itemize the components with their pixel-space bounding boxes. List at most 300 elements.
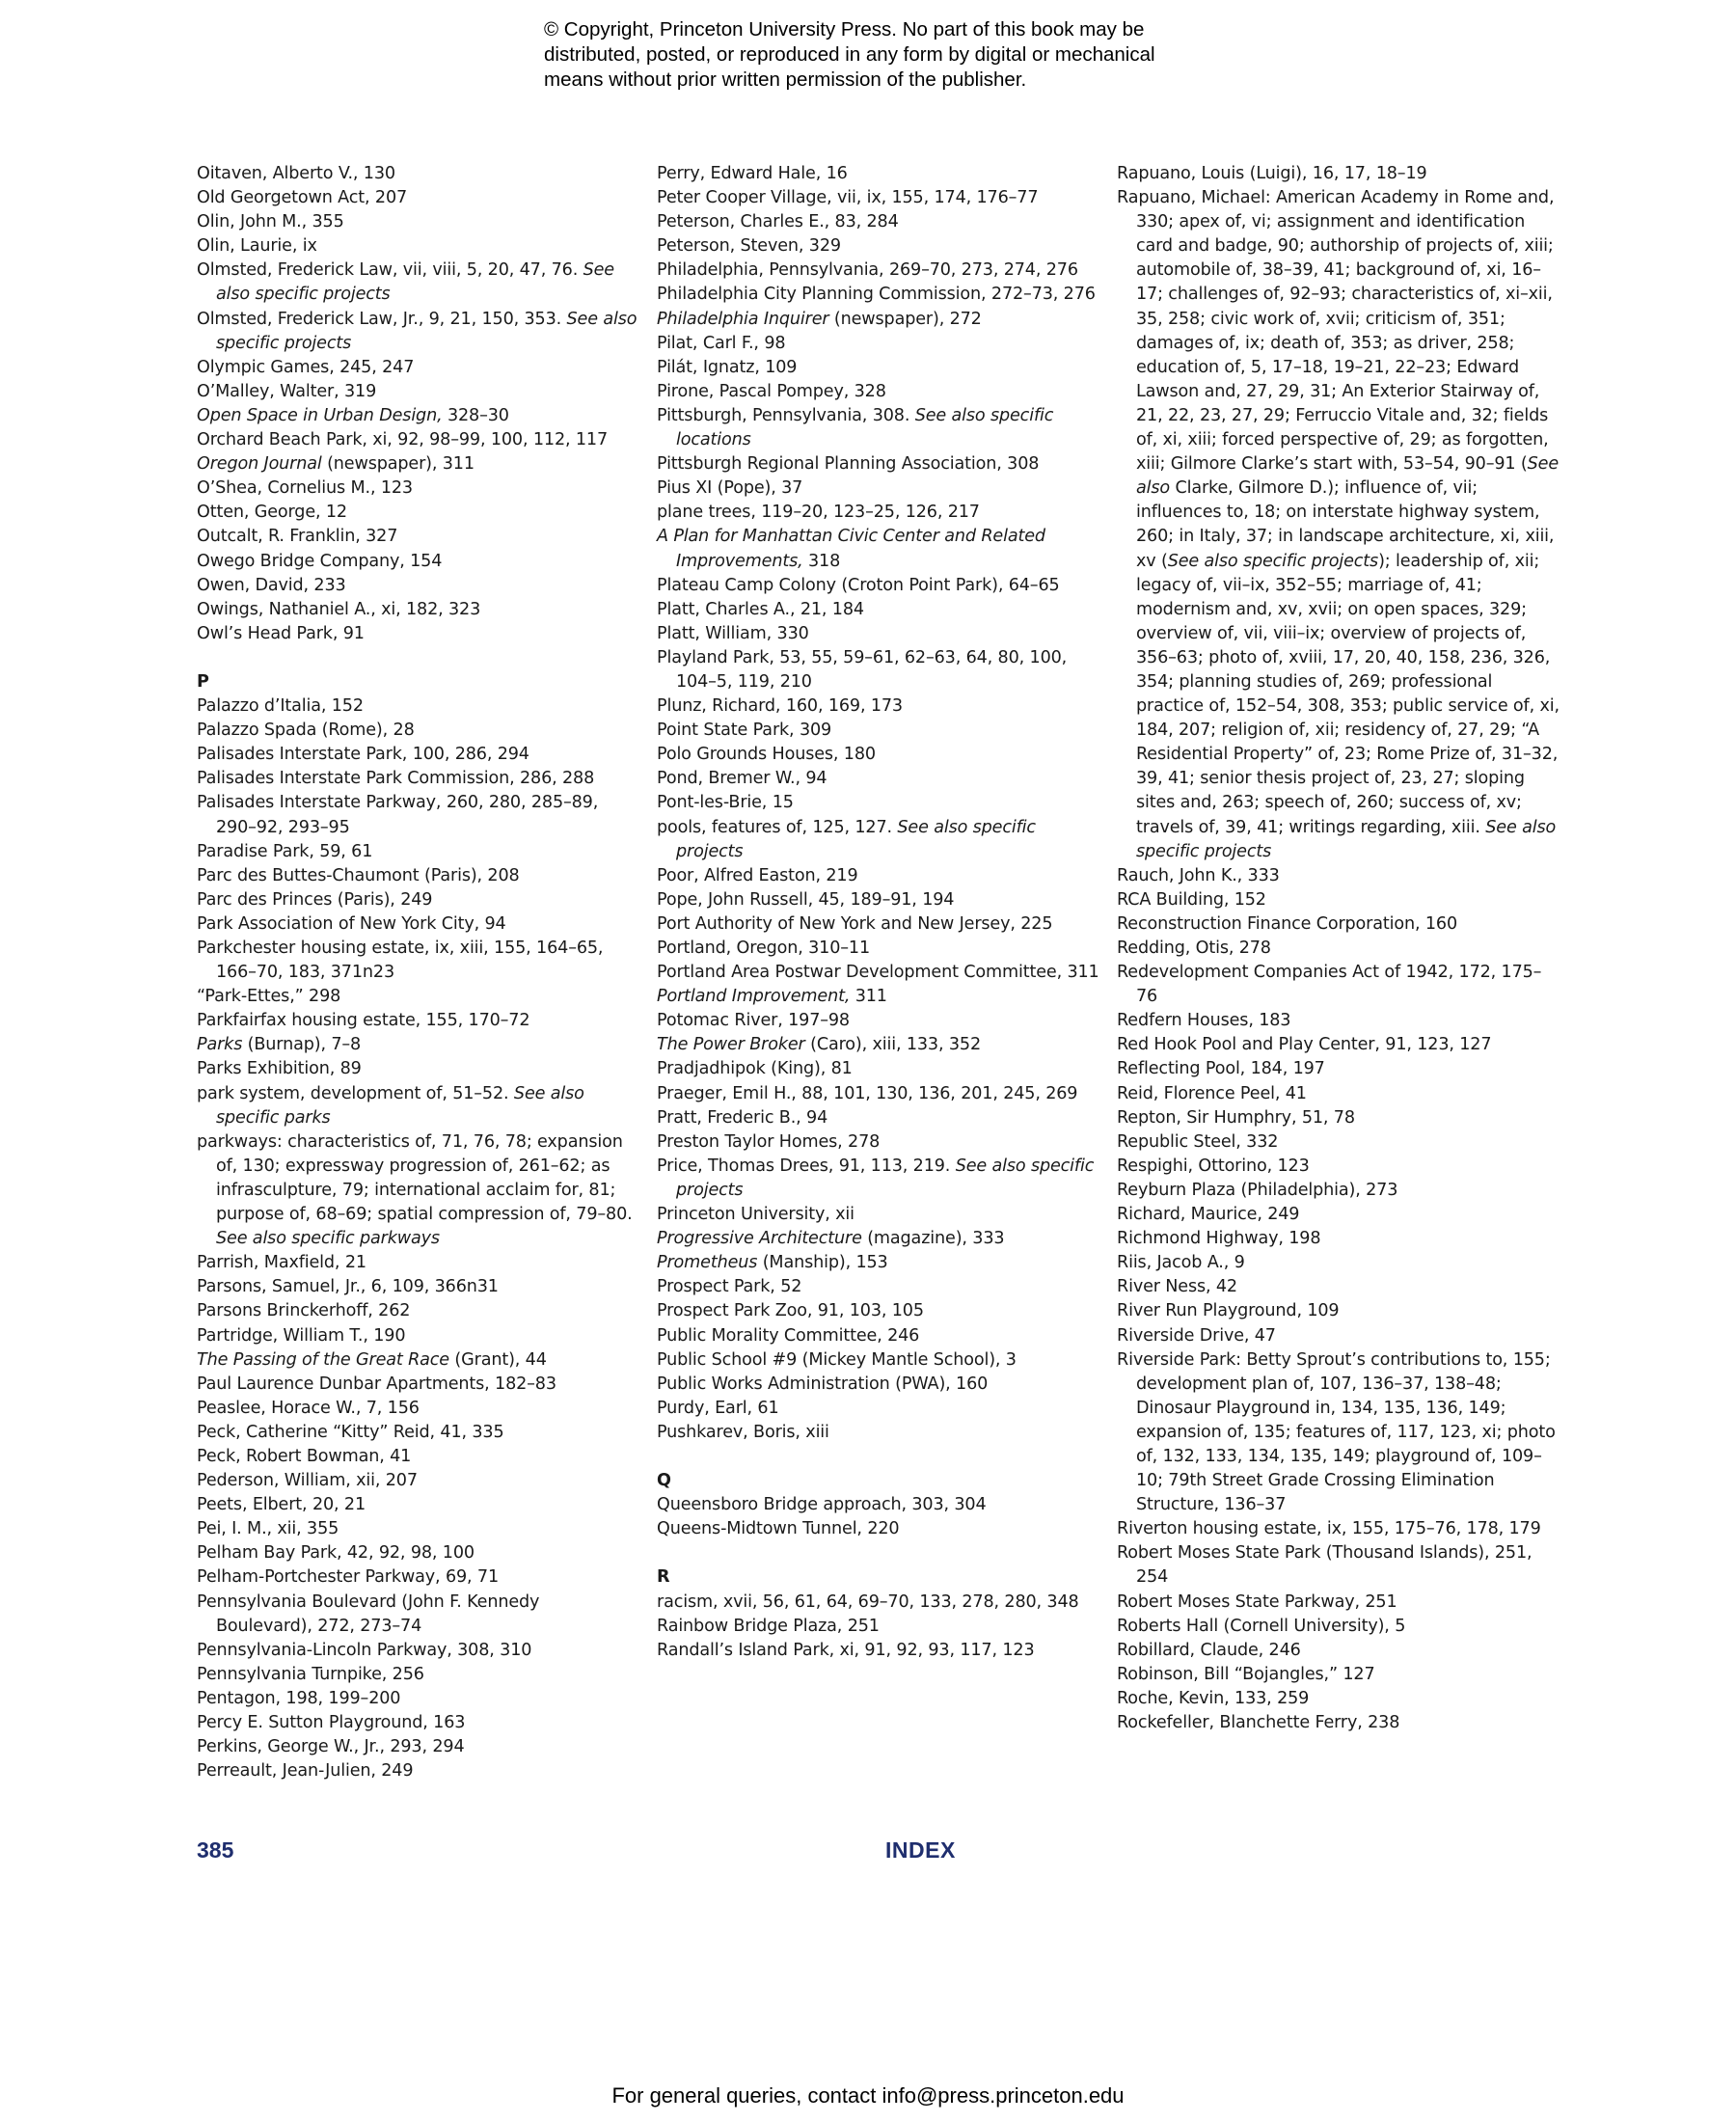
index-entry-text: Peets, Elbert, 20, 21	[197, 1495, 366, 1515]
index-entry-text: O’Malley, Walter, 319	[197, 381, 377, 401]
index-entry	[197, 1033, 640, 1057]
index-entry	[197, 767, 640, 791]
index-entry	[657, 210, 1100, 234]
index-entry-text: Park Association of New York City, 94	[197, 913, 506, 934]
index-entry	[657, 1591, 1100, 1615]
index-entry-text: Robillard, Claude, 246	[1117, 1640, 1301, 1660]
page-number: 385	[197, 1837, 234, 1863]
index-entry-text: Philadelphia Inquirer	[657, 309, 829, 329]
index-entry	[197, 912, 640, 937]
index-entry-text: Pennsylvania-Lincoln Parkway, 308, 310	[197, 1640, 532, 1660]
index-entry	[197, 1057, 640, 1081]
index-entry-text: Prometheus	[657, 1253, 758, 1273]
index-entry-text: 311	[850, 987, 887, 1007]
index-entry	[657, 404, 1100, 452]
index-entry	[197, 452, 640, 476]
index-entry-text: Rockefeller, Blanchette Ferry, 238	[1117, 1713, 1400, 1732]
index-entry	[1117, 1348, 1560, 1518]
index-entry	[197, 308, 640, 356]
index-entry	[1117, 1663, 1560, 1687]
index-entry-text: Pont-les-Brie, 15	[657, 793, 794, 813]
index-entry	[1117, 186, 1560, 864]
index-entry-text: Republic Steel, 332	[1117, 1131, 1279, 1152]
index-entry-text: See also specific parks	[216, 1083, 584, 1128]
index-entry-text: Perreault, Jean-Julien, 249	[197, 1761, 414, 1782]
index-entry	[657, 476, 1100, 501]
index-entry	[657, 1155, 1100, 1203]
index-entry	[197, 501, 640, 525]
index-entry	[197, 162, 640, 186]
index-entry-text: parkways: characteristics of, 71, 76, 78; expansion of, 130; expressway progression of, 261–62; as infrasculpture, 79; international acclaim for, 81; purpose of, 68–69; spatial compression of, 79–80.	[197, 1131, 633, 1225]
index-entry-text: Robert Moses State Parkway, 251	[1117, 1592, 1397, 1612]
index-entry	[197, 743, 640, 767]
index-entry-text: See also specific projects	[676, 1156, 1095, 1200]
index-entry	[657, 694, 1100, 719]
index-entry-text: River Run Playground, 109	[1117, 1301, 1340, 1321]
index-entry	[657, 1082, 1100, 1106]
copyright-line: means without prior written permission of the publisher.	[544, 68, 1027, 91]
index-entry-text: Olin, Laurie, ix	[197, 236, 317, 257]
index-entry-text: See also specific parkways	[216, 1229, 440, 1249]
index-entry	[657, 1275, 1100, 1299]
index-entry-text: Peterson, Steven, 329	[657, 236, 841, 257]
index-entry-text: Riverside Drive, 47	[1117, 1325, 1276, 1346]
index-entry	[197, 1009, 640, 1033]
index-entry	[1117, 1179, 1560, 1203]
index-entry	[1117, 1106, 1560, 1130]
index-entry-text: (Caro), xiii, 133, 352	[804, 1035, 981, 1055]
index-entry	[1117, 1711, 1560, 1735]
index-entry-text: Parks Exhibition, 89	[197, 1059, 362, 1079]
index-entry	[197, 1541, 640, 1565]
index-entry-text: Public School #9 (Mickey Mantle School), 3	[657, 1349, 1017, 1370]
index-column-1	[197, 162, 640, 1783]
index-entry-text: Pei, I. M., xii, 355	[197, 1519, 339, 1539]
index-entry-text: Paradise Park, 59, 61	[197, 841, 373, 861]
index-entry	[657, 308, 1100, 332]
index-entry-text: Richmond Highway, 198	[1117, 1229, 1321, 1249]
index-entry-text: Pond, Bremer W., 94	[657, 769, 827, 789]
index-entry	[657, 1033, 1100, 1057]
index-entry-text: Owl’s Head Park, 91	[197, 623, 365, 643]
index-entry	[1117, 864, 1560, 888]
index-entry-text: See also	[1136, 454, 1559, 499]
index-entry-text: Olmsted, Frederick Law, Jr., 9, 21, 150, 353.	[197, 309, 567, 329]
index-entry-text: Prospect Park, 52	[657, 1277, 802, 1297]
index-entry	[657, 937, 1100, 961]
index-entry-text: Palisades Interstate Parkway, 260, 280, 285–89, 290–92, 293–95	[197, 793, 599, 837]
contact-line: For general queries, contact info@press.princeton.edu	[611, 2083, 1125, 2108]
index-entry-text: Palisades Interstate Park, 100, 286, 294	[197, 745, 529, 765]
index-entry-text: Rapuano, Michael: American Academy in Rome and, 330; apex of, vi; assignment and identification card and badge, 90; authorship of projects of, xiii; automobile of, 38–39, 41; background of, xi, 16–17; challenges of, 92–93; characteristics of, xi–xii, 35, 258; civic work of, xvii; criticism of, 351; damages of, ix; death of, 353; as driver, 258; education of, 5, 17–18, 19–21, 22–23; Edward Lawson and, 27, 29, 31; An Exterior Stairway of, 21, 22, 23, 27, 29; Ferruccio Vitale and, 32; fields of, xi, xiii; forced perspective of, 29; as forgotten, xiii; Gilmore Clarke’s start with, 53–54, 90–91 (	[1117, 188, 1555, 475]
index-entry-text: park system, development of, 51–52.	[197, 1083, 514, 1103]
index-entry	[197, 622, 640, 646]
index-entry	[197, 525, 640, 549]
index-entry-text: pools, features of, 125, 127.	[657, 817, 898, 837]
index-entry	[657, 1421, 1100, 1445]
index-entry	[1117, 1033, 1560, 1057]
index-entry	[657, 1397, 1100, 1421]
index-entry-text: Randall’s Island Park, xi, 91, 92, 93, 117, 123	[657, 1640, 1035, 1660]
index-entry	[197, 1324, 640, 1348]
index-entry-text: Redevelopment Companies Act of 1942, 172, 175–76	[1117, 963, 1542, 1007]
index-entry-text: See also specific projects	[1167, 551, 1379, 571]
index-entry-text: Parkfairfax housing estate, 155, 170–72	[197, 1011, 530, 1031]
index-entry-text: See also specific projects	[1136, 817, 1557, 861]
index-entry	[197, 1687, 640, 1711]
index-entry-text: Open Space in Urban Design,	[197, 405, 443, 425]
index-entry-text: See also specific projects	[676, 817, 1036, 861]
index-entry-text: Portland Improvement,	[657, 987, 851, 1007]
index-entry	[1117, 1227, 1560, 1251]
index-entry-text: Portland, Oregon, 310–11	[657, 939, 871, 958]
index-entry-text: Reyburn Plaza (Philadelphia), 273	[1117, 1180, 1398, 1200]
index-entry-text: (newspaper), 272	[828, 309, 982, 329]
index-entry-text: Outcalt, R. Franklin, 327	[197, 527, 398, 547]
index-entry-text: O’Shea, Cornelius M., 123	[197, 478, 413, 499]
index-entry-text: Peterson, Charles E., 83, 284	[657, 212, 899, 232]
index-entry-text: See also specific projects	[216, 260, 614, 305]
index-entry-text: Roche, Kevin, 133, 259	[1117, 1688, 1310, 1708]
index-entry-text: A Plan for Manhattan Civic Center and Related Improvements,	[657, 527, 1045, 571]
index-entry	[197, 1493, 640, 1517]
index-entry	[657, 1324, 1100, 1348]
index-entry	[197, 186, 640, 210]
index-entry-text: Progressive Architecture	[657, 1229, 862, 1249]
index-entry	[657, 598, 1100, 622]
index-entry	[1117, 1057, 1560, 1081]
index-entry-text: Riverside Park: Betty Sprout’s contributions to, 155; development plan of, 107, 136–37, 138–48; Dinosaur Playground in, 134, 135, 136, 149; expansion of, 135; features of, 117, 123, xi; photo of, 132, 133, 134, 135, 149; playground of, 109–10; 79th Street Grade Crossing Elimination Structure, 136–37	[1117, 1349, 1556, 1515]
index-entry	[197, 356, 640, 380]
index-entry-text: Pennsylvania Turnpike, 256	[197, 1664, 424, 1684]
index-entry-text: (Burnap), 7–8	[242, 1035, 362, 1055]
index-entry-text: (Manship), 153	[757, 1253, 888, 1273]
index-column-2	[657, 162, 1100, 1663]
index-entry	[657, 1009, 1100, 1033]
index-entry-text: Portland Area Postwar Development Committee, 311	[657, 963, 1099, 983]
index-entry-text: Poor, Alfred Easton, 219	[657, 865, 858, 885]
copyright-notice	[544, 17, 1277, 93]
index-entry	[657, 356, 1100, 380]
index-entry-text: Pennsylvania Boulevard (John F. Kennedy Boulevard), 272, 273–74	[197, 1592, 540, 1636]
index-entry	[197, 1565, 640, 1590]
index-entry-text: (newspaper), 311	[321, 454, 475, 475]
index-entry-text: ); leadership of, xii; legacy of, vii–ix, 352–55; marriage of, 41; modernism and, xv, xvii; on open spaces, 329; overview of, vii, viii–ix; overview of projects of, 356–63; photo of, xviii, 17, 20, 40, 158, 236, 326, 354; planning studies of, 269; professional practice of, 152–54, 308, 353; public service of, xi, 184, 207; religion of, xii; residency of, 27, 29; “A Residential Property” of, 23; Rome Prize of, 31–32, 39, 41; senior thesis project of, 23, 27; sloping sites and, 263; speech of, 260; success of, xv; travels of, 39, 41; writings regarding, xiii.	[1136, 551, 1560, 837]
index-entry-text: Robert Moses State Park (Thousand Islands), 251, 254	[1117, 1543, 1533, 1588]
index-entry-text: Orchard Beach Park, xi, 92, 98–99, 100, 112, 117	[197, 430, 609, 450]
index-entry-text: Pittsburgh, Pennsylvania, 308.	[657, 405, 915, 425]
index-entry-text: Platt, Charles A., 21, 184	[657, 599, 864, 619]
index-entry-text: Owego Bridge Company, 154	[197, 551, 443, 571]
index-entry-text: Price, Thomas Drees, 91, 113, 219.	[657, 1156, 956, 1176]
index-entry-text: Public Morality Committee, 246	[657, 1325, 920, 1346]
index-entry-text: Perry, Edward Hale, 16	[657, 164, 848, 183]
index-entry-text: Praeger, Emil H., 88, 101, 130, 136, 201, 245, 269	[657, 1083, 1078, 1103]
index-entry	[197, 550, 640, 574]
index-entry-text: Riis, Jacob A., 9	[1117, 1253, 1245, 1273]
index-entry-text: Platt, William, 330	[657, 623, 809, 643]
index-entry-text: Olin, John M., 355	[197, 212, 344, 232]
index-entry-text: Pilát, Ignatz, 109	[657, 357, 798, 377]
index-entry	[197, 1251, 640, 1275]
index-entry-text: 328–30	[442, 405, 509, 425]
index-entry-text: Owings, Nathaniel A., xi, 182, 323	[197, 599, 481, 619]
index-entry-text: Plunz, Richard, 160, 169, 173	[657, 696, 903, 717]
index-entry-text: Pittsburgh Regional Planning Association, 308	[657, 454, 1040, 475]
index-entry-text: Port Authority of New York and New Jersey, 225	[657, 913, 1053, 934]
index-entry-text: Palisades Interstate Park Commission, 286, 288	[197, 769, 595, 789]
index-entry-text: Philadelphia City Planning Commission, 272–73, 276	[657, 285, 1096, 305]
index-entry	[197, 428, 640, 452]
index-entry	[197, 1663, 640, 1687]
index-entry-text: Philadelphia, Pennsylvania, 269–70, 273, 274, 276	[657, 260, 1078, 281]
index-entry	[1117, 1615, 1560, 1639]
index-entry-text: Palazzo Spada (Rome), 28	[197, 721, 415, 741]
index-entry-text: Robinson, Bill “Bojangles,” 127	[1117, 1664, 1375, 1684]
index-entry	[1117, 1517, 1560, 1541]
index-entry	[197, 937, 640, 985]
index-entry-text: Queens-Midtown Tunnel, 220	[657, 1519, 900, 1539]
index-entry	[657, 258, 1100, 283]
index-entry	[1117, 1009, 1560, 1033]
index-entry-text: Parrish, Maxfield, 21	[197, 1253, 366, 1273]
index-entry	[197, 864, 640, 888]
index-entry	[657, 283, 1100, 307]
index-entry	[657, 1299, 1100, 1323]
index-entry	[657, 1057, 1100, 1081]
index-entry	[197, 1445, 640, 1469]
index-entry	[1117, 937, 1560, 961]
index-entry-text: Public Works Administration (PWA), 160	[657, 1374, 989, 1394]
index-entry	[197, 258, 640, 307]
index-entry-text: Purdy, Earl, 61	[657, 1398, 779, 1418]
index-entry-text: Redfern Houses, 183	[1117, 1011, 1291, 1031]
index-entry	[197, 1639, 640, 1663]
index-entry	[657, 1615, 1100, 1639]
index-entry	[197, 1591, 640, 1639]
index-entry	[197, 1275, 640, 1299]
index-entry	[197, 694, 640, 719]
index-entry	[1117, 961, 1560, 1009]
index-entry	[197, 719, 640, 743]
copyright-line: © Copyright, Princeton University Press. No part of this book may be	[544, 18, 1145, 41]
section-title: INDEX	[885, 1837, 956, 1863]
index-entry	[657, 1106, 1100, 1130]
index-entry-text: Oregon Journal	[197, 454, 322, 475]
index-entry	[1117, 1082, 1560, 1106]
index-entry-text: See also specific projects	[216, 309, 637, 353]
index-entry	[657, 162, 1100, 186]
index-entry	[657, 719, 1100, 743]
index-entry-text: racism, xvii, 56, 61, 64, 69–70, 133, 278, 280, 348	[657, 1592, 1079, 1612]
index-entry-text: Old Georgetown Act, 207	[197, 188, 408, 208]
index-entry	[197, 840, 640, 864]
index-entry	[1117, 1687, 1560, 1711]
index-entry-text: Percy E. Sutton Playground, 163	[197, 1713, 466, 1732]
index-entry-text: “Park-Ettes,” 298	[197, 987, 341, 1007]
index-entry	[657, 1639, 1100, 1663]
index-entry-text: Partridge, William T., 190	[197, 1325, 406, 1346]
index-entry	[197, 1299, 640, 1323]
index-entry	[657, 380, 1100, 404]
index-entry-text: (Grant), 44	[448, 1349, 547, 1370]
index-entry	[657, 646, 1100, 694]
index-entry-text: Pius XI (Pope), 37	[657, 478, 803, 499]
index-entry-text: Reid, Florence Peel, 41	[1117, 1083, 1307, 1103]
index-entry-text: Parsons, Samuel, Jr., 6, 109, 366n31	[197, 1277, 499, 1297]
index-entry	[1117, 1251, 1560, 1275]
index-entry-text: Pelham-Portchester Parkway, 69, 71	[197, 1567, 500, 1588]
index-entry-text: Parc des Buttes-Chaumont (Paris), 208	[197, 865, 520, 885]
index-entry	[657, 622, 1100, 646]
index-entry-text: Otten, George, 12	[197, 503, 347, 523]
index-entry-text: Parks	[197, 1035, 243, 1055]
index-entry-text: Parsons Brinckerhoff, 262	[197, 1301, 411, 1321]
index-entry-text: Repton, Sir Humphry, 51, 78	[1117, 1107, 1355, 1128]
index-entry-text: Playland Park, 53, 55, 59–61, 62–63, 64, 80, 100, 104–5, 119, 210	[657, 647, 1068, 692]
index-entry	[657, 816, 1100, 864]
index-entry-text: River Ness, 42	[1117, 1277, 1237, 1297]
index-entry-text: Palazzo d’Italia, 152	[197, 696, 364, 717]
index-entry-text: Olympic Games, 245, 247	[197, 357, 415, 377]
index-entry-text: Pirone, Pascal Pompey, 328	[657, 381, 886, 401]
index-entry	[1117, 1275, 1560, 1299]
index-entry	[1117, 1541, 1560, 1590]
index-entry-text: Reflecting Pool, 184, 197	[1117, 1059, 1325, 1079]
index-entry-text: Pilat, Carl F., 98	[657, 333, 786, 353]
index-entry-text: Pope, John Russell, 45, 189–91, 194	[657, 889, 955, 910]
index-entry	[657, 1203, 1100, 1227]
index-entry-text: Respighi, Ottorino, 123	[1117, 1156, 1310, 1176]
index-entry-text: Riverton housing estate, ix, 155, 175–76, 178, 179	[1117, 1519, 1541, 1539]
index-entry-text: Pederson, William, xii, 207	[197, 1471, 418, 1491]
index-entry-text: Clarke, Gilmore D.); influence of, vii; influences to, 18; on interstate highway system, 260; in Italy, 37; in landscape architecture, xi, xiii, xv (	[1136, 478, 1555, 571]
index-entry	[657, 864, 1100, 888]
index-entry-text: 318	[802, 551, 841, 571]
index-entry	[197, 1082, 640, 1130]
index-entry-text: RCA Building, 152	[1117, 889, 1266, 910]
index-entry-text: The Passing of the Great Race	[197, 1349, 449, 1370]
index-entry	[197, 1397, 640, 1421]
index-entry-text: Rapuano, Louis (Luigi), 16, 17, 18–19	[1117, 164, 1427, 183]
index-entry	[657, 1130, 1100, 1155]
index-entry	[657, 501, 1100, 525]
index-entry	[1117, 888, 1560, 912]
index-entry	[197, 1421, 640, 1445]
index-entry-text: Roberts Hall (Cornell University), 5	[1117, 1616, 1406, 1636]
index-entry-text: Prospect Park Zoo, 91, 103, 105	[657, 1301, 924, 1321]
index-entry-text: Pradjadhipok (King), 81	[657, 1059, 853, 1079]
index-entry	[657, 743, 1100, 767]
index-entry	[657, 452, 1100, 476]
index-entry	[1117, 1203, 1560, 1227]
index-entry	[657, 888, 1100, 912]
index-entry-text: Preston Taylor Homes, 278	[657, 1131, 881, 1152]
index-entry	[197, 791, 640, 839]
index-entry	[657, 1373, 1100, 1397]
index-entry	[1117, 1591, 1560, 1615]
index-entry-text: The Power Broker	[657, 1035, 805, 1055]
index-entry-text: Richard, Maurice, 249	[1117, 1205, 1300, 1225]
index-entry	[197, 1711, 640, 1735]
index-entry-text: Parkchester housing estate, ix, xiii, 155, 164–65, 166–70, 183, 371n23	[197, 939, 604, 983]
index-letter-heading: Q	[657, 1471, 671, 1491]
index-entry-text: Pentagon, 198, 199–200	[197, 1688, 401, 1708]
index-entry	[197, 1373, 640, 1397]
index-entry	[657, 234, 1100, 258]
index-entry	[657, 186, 1100, 210]
index-entry	[657, 985, 1100, 1009]
index-entry	[657, 332, 1100, 356]
index-entry	[657, 1517, 1100, 1541]
index-entry-text: Peck, Robert Bowman, 41	[197, 1446, 412, 1466]
index-letter-heading: P	[197, 671, 209, 692]
index-entry	[657, 1493, 1100, 1517]
index-entry	[197, 1517, 640, 1541]
index-entry	[197, 380, 640, 404]
index-entry	[1117, 1299, 1560, 1323]
index-entry	[657, 961, 1100, 985]
index-column-3	[1117, 162, 1560, 1735]
index-entry-text: Pelham Bay Park, 42, 92, 98, 100	[197, 1543, 475, 1564]
index-entry	[197, 598, 640, 622]
index-entry	[197, 210, 640, 234]
index-entry	[197, 1735, 640, 1759]
index-entry-text: Perkins, George W., Jr., 293, 294	[197, 1737, 465, 1757]
index-entry-text: Rainbow Bridge Plaza, 251	[657, 1616, 880, 1636]
index-entry-text: Oitaven, Alberto V., 130	[197, 164, 395, 183]
index-entry	[657, 791, 1100, 815]
index-letter-heading: R	[657, 1567, 670, 1588]
index-entry	[197, 574, 640, 598]
index-entry-text: See also specific locations	[676, 405, 1054, 450]
index-entry	[657, 912, 1100, 937]
index-entry	[197, 404, 640, 428]
index-entry	[197, 985, 640, 1009]
index-entry-text: Potomac River, 197–98	[657, 1011, 850, 1031]
index-entry	[197, 1348, 640, 1373]
index-entry	[657, 525, 1100, 573]
index-entry	[1117, 1130, 1560, 1155]
index-entry	[657, 767, 1100, 791]
index-entry	[1117, 912, 1560, 937]
index-entry-text: Pushkarev, Boris, xiii	[657, 1422, 829, 1442]
index-entry-text: Peter Cooper Village, vii, ix, 155, 174, 176–77	[657, 188, 1039, 208]
index-entry-text: Pratt, Frederic B., 94	[657, 1107, 828, 1128]
index-entry	[657, 1251, 1100, 1275]
index-entry	[197, 476, 640, 501]
index-entry-text: (magazine), 333	[861, 1229, 1005, 1249]
index-entry	[197, 888, 640, 912]
index-entry-text: Plateau Camp Colony (Croton Point Park), 64–65	[657, 575, 1060, 595]
index-entry-text: Reconstruction Finance Corporation, 160	[1117, 913, 1458, 934]
index-entry	[657, 1348, 1100, 1373]
index-entry-text: Princeton University, xii	[657, 1205, 854, 1225]
copyright-line: distributed, posted, or reproduced in any form by digital or mechanical	[544, 43, 1155, 66]
index-entry-text: Redding, Otis, 278	[1117, 939, 1271, 958]
index-entry-text: Peck, Catherine “Kitty” Reid, 41, 335	[197, 1422, 504, 1442]
index-entry-text: Olmsted, Frederick Law, vii, viii, 5, 20, 47, 76.	[197, 260, 583, 281]
index-entry-text: Owen, David, 233	[197, 575, 346, 595]
index-entry-text: Queensboro Bridge approach, 303, 304	[657, 1495, 987, 1515]
index-entry-text: Polo Grounds Houses, 180	[657, 745, 876, 765]
index-entry	[1117, 1639, 1560, 1663]
index-entry	[1117, 162, 1560, 186]
index-entry	[197, 1130, 640, 1251]
index-entry	[657, 1227, 1100, 1251]
index-entry	[197, 1759, 640, 1783]
index-entry	[657, 574, 1100, 598]
